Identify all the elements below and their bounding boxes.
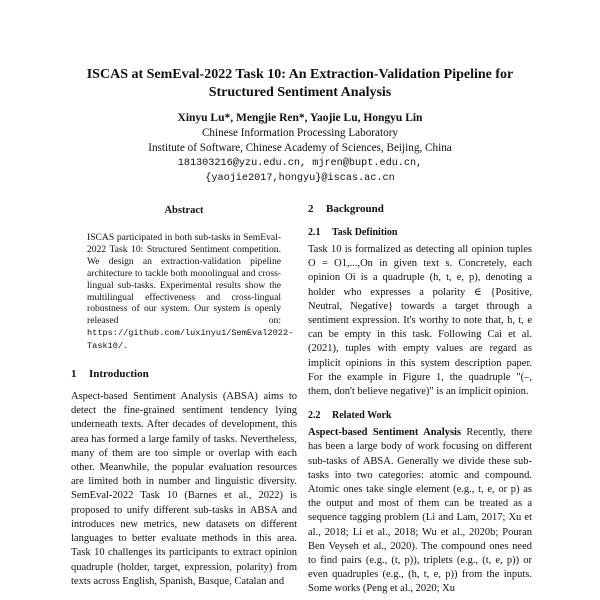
related-work-title: Related Work: [332, 410, 392, 422]
email-line-1: 181303216@yzu.edu.cn, mjren@bupt.edu.cn,: [177, 158, 423, 169]
background-title: Background: [326, 203, 384, 215]
affiliation-lab: Chinese Information Processing Laboratory: [201, 127, 399, 139]
task-definition-heading: [308, 226, 532, 239]
introduction-number: 1: [71, 368, 77, 381]
introduction-title: Introduction: [89, 368, 149, 381]
task-definition-number: 2.1: [308, 227, 321, 238]
left-column: [71, 200, 297, 589]
related-work-number: 2.2: [308, 410, 321, 422]
right-column: [308, 200, 532, 597]
email-line-2: {yaojie2017,hongyu}@iscas.ac.cn: [205, 173, 395, 184]
task-definition-text: Task 10 is formalized as detecting all opinion tuples O = O1,...,On in given text s. Concretely, each opinion Oi is a quadruple (h, t, e, p), denoting a holder who expresses a polarity ∈ {Positive, Neutral, Negative} towards a target through a sentiment expression. It's worthy to note that, h, t, e can be empty in this task. Following Cai et al. (2021), tuples with empty values are regard as implicit opinions in this system description paper. For the example in Figure 1, the quadruple "(–, them, don't believe negative)" is an implicit opinion.: [308, 244, 532, 398]
paper-title-line-1: ISCAS at SemEval-2022 Task 10: An Extraction-Validation Pipeline for: [86, 67, 514, 82]
abstract-heading: Abstract: [164, 205, 204, 216]
abstract-text: ISCAS participated in both sub-tasks in SemEval-2022 Task 10: Structured Sentiment competition. We design an extraction-validation pipeline architecture to tackle both monolingual and cross-lingual sub-tasks. Experimental results show the multilingual effectiveness and cross-lingual robustness of our system. Our system is openly released on:: [87, 232, 281, 327]
abstract-url: https://github.com/luxinyu1/SemEval2022-Task10/.: [87, 328, 294, 352]
related-work-lead: Aspect-based Sentiment Analysis: [308, 427, 462, 439]
background-number: 2: [308, 203, 314, 215]
related-work-heading: [308, 409, 532, 422]
affiliation-institute: Institute of Software, Chinese Academy of Sciences, Beijing, China: [148, 142, 452, 154]
paper-title-line-2: Structured Sentiment Analysis: [208, 85, 392, 100]
author-list: Xinyu Lu*, Mengjie Ren*, Yaojie Lu, Hongyu Lin: [177, 112, 423, 124]
abstract-body: [87, 232, 294, 353]
affiliation-block: [40, 126, 560, 186]
background-heading: [308, 202, 532, 216]
task-definition-title: Task Definition: [332, 227, 398, 238]
introduction-text: Aspect-based Sentiment Analysis (ABSA) aims to detect the fine-grained sentiment tendency lying underneath texts. After decades of development, this area has formed a large family of tasks. Nevertheless, many of them are too simple or overlap with each other. Meanwhile, the popular evaluation resources are limited both in number and linguistic diversity. SemEval-2022 Task 10 (Barnes et al., 2022) is proposed to unify different sub-tasks in ABSA and introduces new metrics, new datasets on different languages to better evaluate methods in this area. Task 10 challenges its participants to extract opinion quadruple (holder, target, expression, polarity) from texts across English, Spanish, Basque, Catalan and: [71, 391, 297, 587]
related-work-text: Recently, there has been a large body of work focusing on different sub-tasks of ABSA. Generally we divide these sub-tasks into two categories: atomic and compound. Atomic ones take single element (e.g., t, e, or p) as the output and most of them can be treated as a sequence tagging problem (Li and Lam, 2017; Xu et al., 2018; Li et al., 2018; Wu et al., 2020b; Pouran Ben Veyseh et al., 2020). The compound ones need to find pairs (e.g., (t, p)), triplets (e.g., (t, e, p)) or even quadruples (e.g., (h, t, e, p)) from the inputs. Some works (Peng et al., 2020; Xu: [308, 427, 533, 595]
paper-title: [40, 66, 560, 102]
introduction-heading: [71, 367, 297, 381]
related-work-body: [308, 426, 532, 596]
